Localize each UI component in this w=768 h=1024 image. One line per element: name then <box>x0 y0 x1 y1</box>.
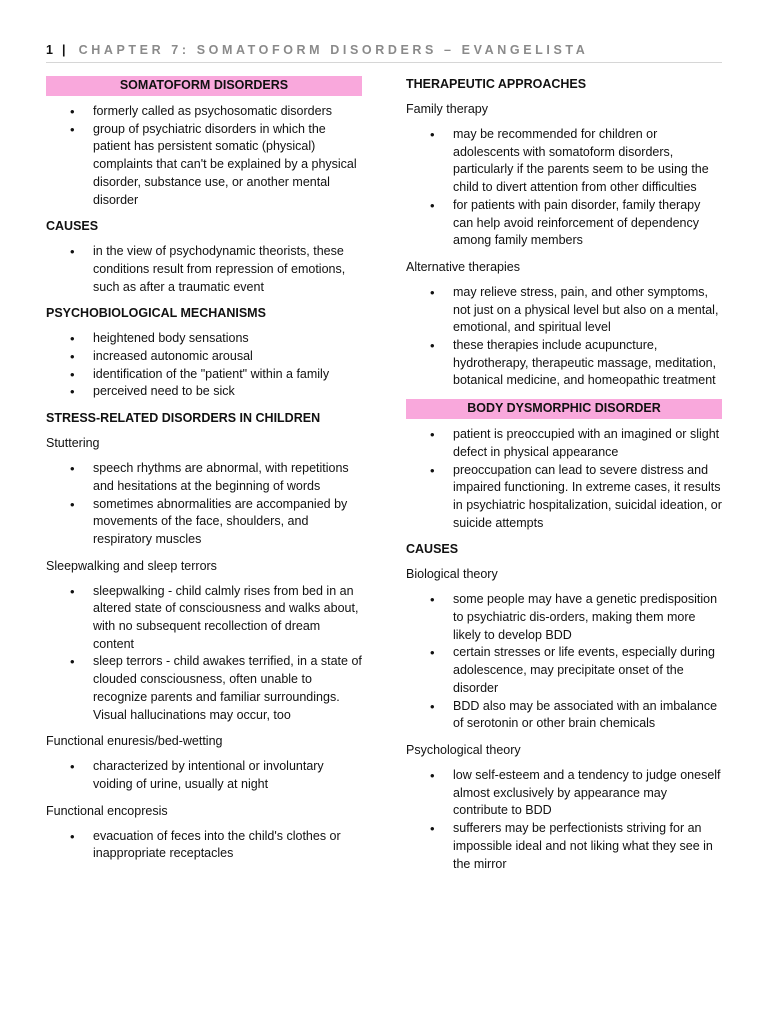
bullet-list <box>406 426 722 532</box>
list-item: • certain stresses or life events, especially during adolescence, may precipitate onset of the disorder <box>453 644 722 697</box>
list-item: • sometimes abnormalities are accompanied by movements of the face, shoulders, and respiratory muscles <box>93 496 362 549</box>
page-header <box>46 43 722 63</box>
subheading-psychological-theory: Psychological theory <box>406 742 521 757</box>
list-item: • patient is preoccupied with an imagined or slight defect in physical appearance <box>453 426 722 461</box>
list-item: • characterized by intentional or involuntary voiding of urine, usually at night <box>93 758 362 793</box>
heading-therapeutic-approaches: THERAPEUTIC APPROACHES <box>406 77 587 91</box>
list-item: • BDD also may be associated with an imbalance of serotonin or other brain chemicals <box>453 698 722 733</box>
list-item: • group of psychiatric disorders in which the patient has persistent somatic (physical) complaints that can't be explained by a physical disorder, substance use, or another mental disorder <box>93 121 362 210</box>
subheading-sleepwalking-and-sleep-terrors: Sleepwalking and sleep terrors <box>46 558 217 573</box>
bullet-list <box>46 758 362 793</box>
list-item: • perceived need to be sick <box>93 383 362 401</box>
header-separator: | <box>62 43 66 57</box>
bullet-list <box>46 243 362 296</box>
subheading-functional-enuresis-bed-wetting: Functional enuresis/bed-wetting <box>46 734 223 749</box>
list-item: • increased autonomic arousal <box>93 348 362 366</box>
heading-causes: CAUSES <box>46 219 99 234</box>
left-column <box>46 76 362 872</box>
list-item: • in the view of psychodynamic theorists, these conditions result from repression of emotions, such as after a traumatic event <box>93 243 362 296</box>
bullet-list <box>406 591 722 733</box>
subheading-stuttering: Stuttering <box>46 436 100 451</box>
list-item: • sufferers may be perfectionists striving for an impossible ideal and not liking what they see in the mirror <box>453 820 722 873</box>
bullet-list <box>46 583 362 725</box>
subheading-family-therapy: Family therapy <box>406 102 488 116</box>
subheading-alternative-therapies: Alternative therapies <box>406 259 520 274</box>
chapter-title: CHAPTER 7: SOMATOFORM DISORDERS – EVANGELISTA <box>78 43 589 57</box>
list-item: • identification of the "patient" within a family <box>93 366 362 384</box>
page-number: 1 <box>46 43 53 57</box>
section-title-body-dysmorphic-disorder: BODY DYSMORPHIC DISORDER <box>406 399 722 419</box>
subheading-functional-encopresis: Functional encopresis <box>46 803 168 818</box>
right-column <box>406 76 722 882</box>
bullet-list <box>46 103 362 209</box>
bullet-list <box>46 330 362 401</box>
bullet-list <box>406 767 722 873</box>
list-item: • low self-esteem and a tendency to judge oneself almost exclusively by appearance may contribute to BDD <box>453 767 722 820</box>
bullet-list <box>406 284 722 390</box>
list-item: • speech rhythms are abnormal, with repetitions and hesitations at the beginning of words <box>93 460 362 495</box>
subheading-biological-theory: Biological theory <box>406 567 498 582</box>
list-item: • may be recommended for children or adolescents with somatoform disorders, particularly if the parents seem to be using the child to divert attention from other difficulties <box>453 126 722 197</box>
list-item: • some people may have a genetic predisposition to psychiatric dis-orders, making them more likely to develop BDD <box>453 591 722 644</box>
bullet-list <box>46 828 362 863</box>
list-item: • heightened body sensations <box>93 330 362 348</box>
heading-causes: CAUSES <box>406 542 459 557</box>
list-item: • formerly called as psychosomatic disorders <box>93 103 362 121</box>
heading-psychobiological-mechanisms: PSYCHOBIOLOGICAL MECHANISMS <box>46 306 266 321</box>
list-item: • evacuation of feces into the child's clothes or inappropriate receptacles <box>93 828 362 863</box>
section-title-somatoform-disorders: SOMATOFORM DISORDERS <box>46 76 362 96</box>
list-item: • may relieve stress, pain, and other symptoms, not just on a physical level but also on a mental, emotional, and spiritual level <box>453 284 722 337</box>
list-item: • preoccupation can lead to severe distress and impaired functioning. In extreme cases, it results in psychiatric hospitalization, suicidal ideation, or suicide attempts <box>453 462 722 533</box>
bullet-list <box>46 460 362 549</box>
bullet-list <box>406 126 722 250</box>
list-item: • sleep terrors - child awakes terrified, in a state of clouded consciousness, often unable to recognize parents and familiar surroundings. Visual hallucinations may occur, too <box>93 653 362 724</box>
list-item: • for patients with pain disorder, family therapy can help avoid reinforcement of dependency among family members <box>453 197 722 250</box>
heading-stress-related-disorders-in-children: STRESS-RELATED DISORDERS IN CHILDREN <box>46 411 321 426</box>
list-item: • these therapies include acupuncture, hydrotherapy, therapeutic massage, meditation, botanical medicine, and homeopathic treatment <box>453 337 722 390</box>
list-item: • sleepwalking - child calmly rises from bed in an altered state of consciousness and walks about, with no subsequent recollection of dream content <box>93 583 362 654</box>
